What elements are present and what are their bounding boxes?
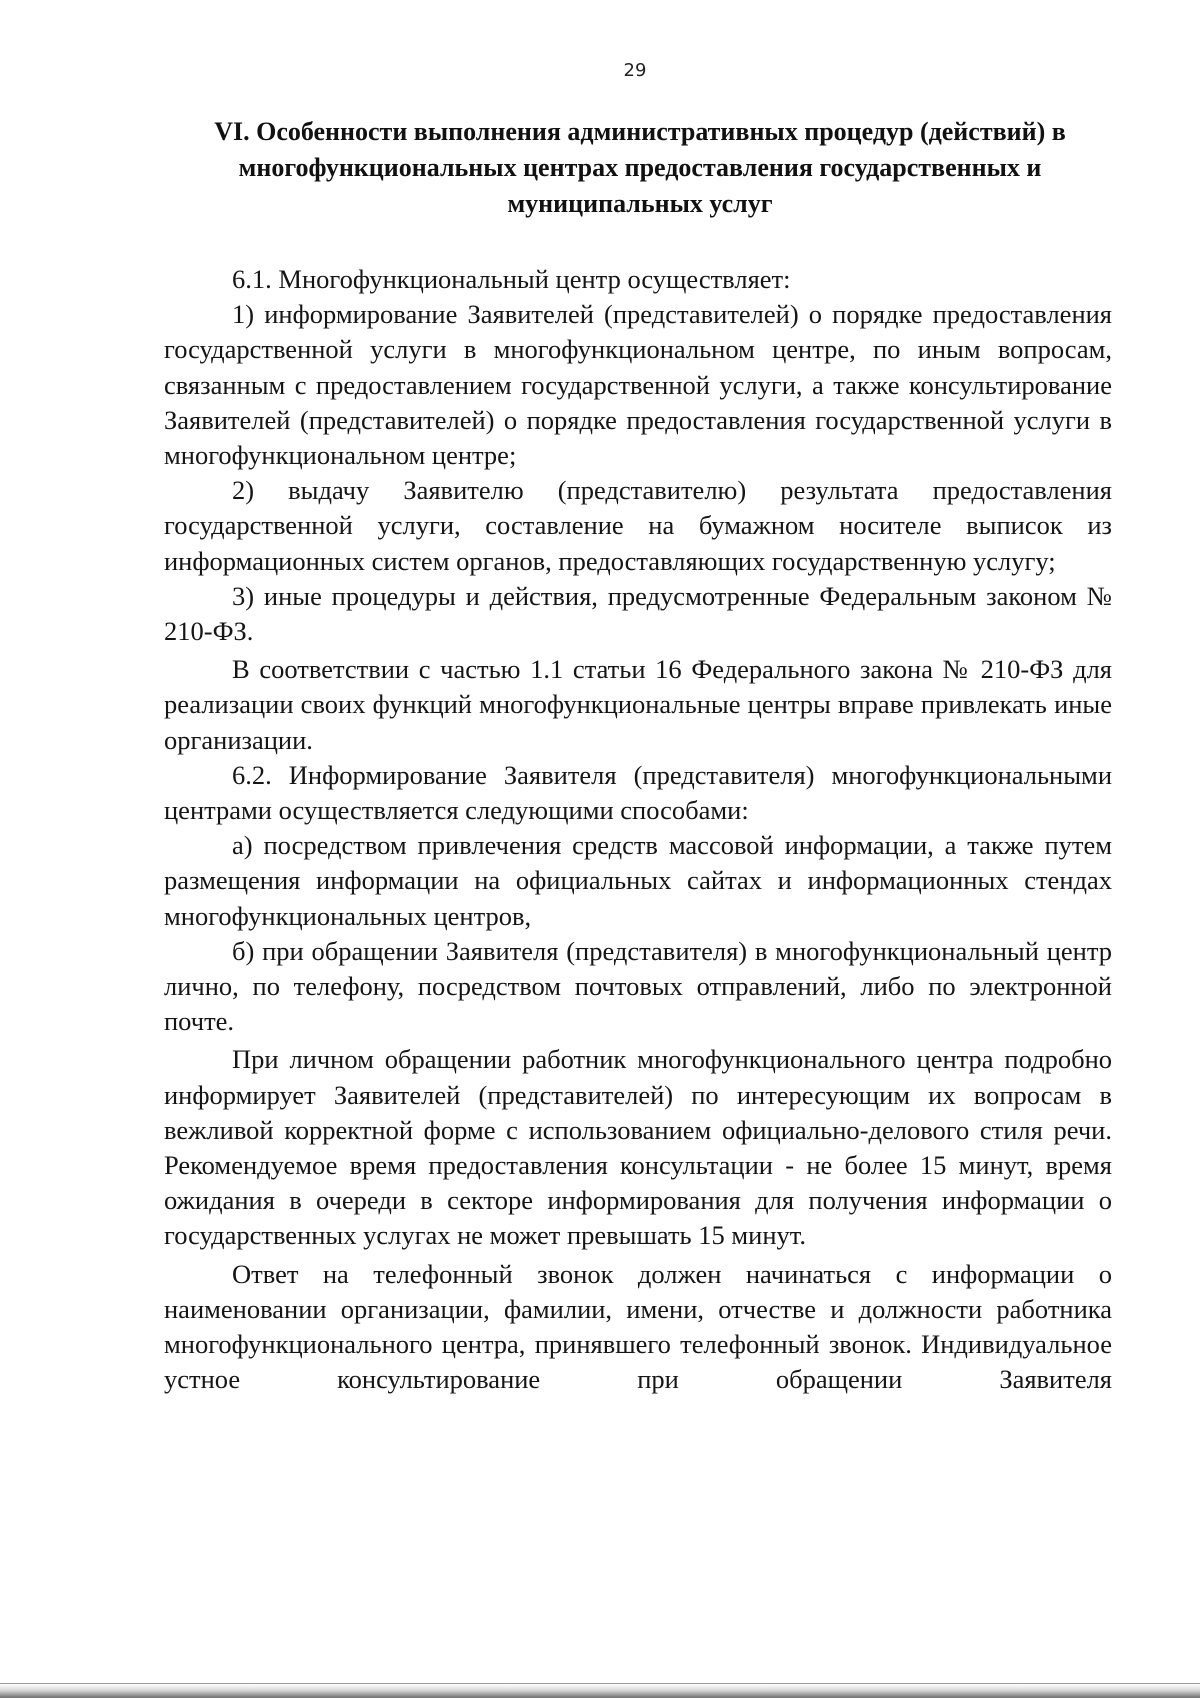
paragraph: а) посредством привлечения средств массовой информации, а также путем размещения информации на официальных сайтах и информационных стендах многофункциональных центров, (164, 830, 1112, 931)
paragraph: 2) выдачу Заявителю (представителю) результата предоставления государственной услуги, составление на бумажном носителе выписок из информационных систем органов, предоставляющих государственную услугу; (164, 475, 1112, 576)
paragraph: б) при обращении Заявителя (представителя) в многофункциональный центр лично, по телефону, посредством почтовых отправлений, либо по электронной почте. (164, 935, 1112, 1037)
section-title: VI. Особенности выполнения административных процедур (действий) в многофункциональных центрах предоставления государственных и муниципальных услуг (214, 117, 1066, 218)
paragraph: 1) информирование Заявителей (представителей) о порядке предоставления государственной услуги в многофункциональном центре, по иным вопросам, связанным с предоставлением государственной услуги, а также консультирование Заявителей (представителей) о порядке предоставления государственной услуги в многофункциональном центре; (164, 299, 1112, 471)
paragraph: При личном обращении работник многофункционального центра подробно информирует Заявителей (представителей) по интересующим их вопросам в вежливой корректной форме с использованием официально-делового стиля речи. Рекомендуемое время предоставления консультации - не более 15 минут, время ожидания в очереди в секторе информирования для получения информации о государственных услугах не может превышать 15 минут. (164, 1044, 1112, 1251)
body-text (164, 262, 1112, 1398)
paragraph: Ответ на телефонный звонок должен начинаться с информации о наименовании организации, фамилии, имени, отчестве и должности работника многофункционального центра, принявшего телефонный звонок. Индивидуальное устное консультирование при обращении Заявителя (164, 1258, 1112, 1395)
scan-bottom-edge (0, 1684, 1200, 1698)
page-number: 29 (623, 60, 647, 81)
paragraph: 3) иные процедуры и действия, предусмотренные Федеральным законом № 210-ФЗ. (164, 580, 1112, 647)
paragraph: 6.1. Многофункциональный центр осуществляет: (232, 264, 791, 294)
paragraph: 6.2. Информирование Заявителя (представителя) многофункциональными центрами осуществляется следующими способами: (164, 759, 1112, 826)
paragraph: В соответствии с частью 1.1 статьи 16 Федерального закона № 210-ФЗ для реализации своих функций многофункциональные центры вправе привлекать иные организации. (164, 654, 1112, 755)
